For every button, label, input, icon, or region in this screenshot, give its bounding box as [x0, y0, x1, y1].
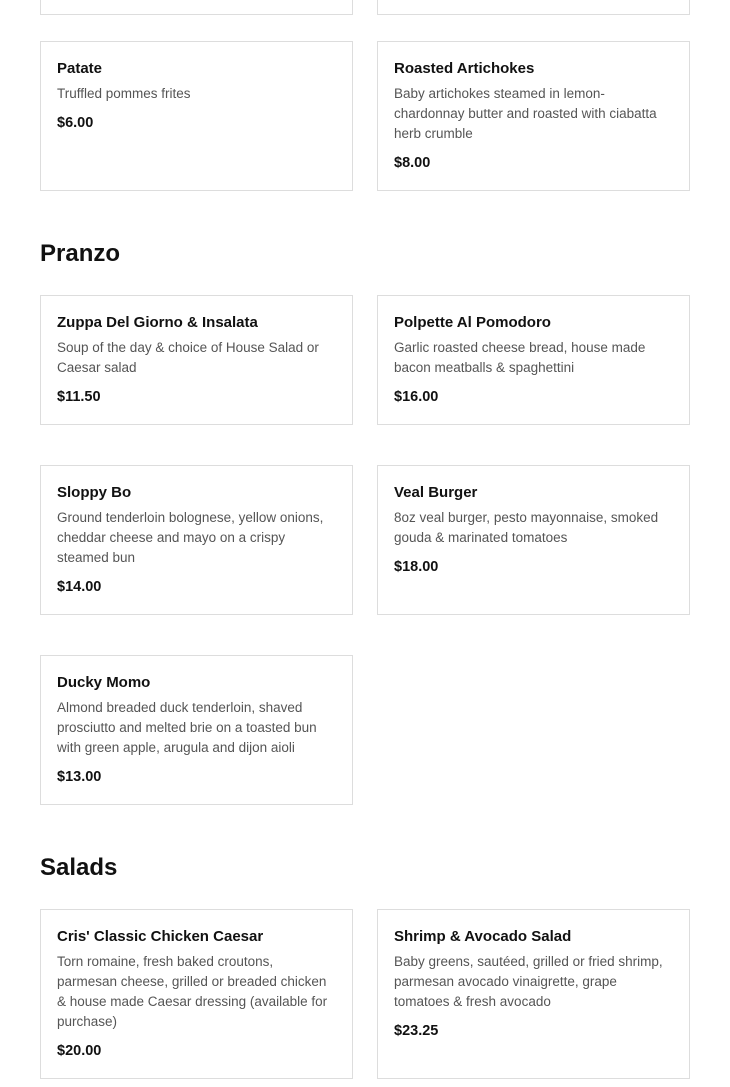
menu-item-zuppa-del-giorno[interactable] — [40, 295, 353, 425]
item-description: Garlic roasted cheese bread, house made bacon meatballs & spaghettini — [394, 340, 646, 375]
item-description: Ground tenderloin bolognese, yellow onions, cheddar cheese and mayo on a crispy steamed bun — [57, 510, 324, 565]
item-description: Soup of the day & choice of House Salad or Caesar salad — [57, 340, 319, 375]
menu-item-card-partial[interactable] — [40, 0, 353, 15]
item-price: $23.25 — [394, 1023, 439, 1039]
item-name: Veal Burger — [394, 484, 478, 501]
item-price: $18.00 — [394, 559, 439, 575]
item-price: $20.00 — [57, 1043, 102, 1059]
item-description: Truffled pommes frites — [57, 86, 191, 101]
item-name: Sloppy Bo — [57, 484, 132, 501]
menu-item-veal-burger[interactable] — [377, 465, 690, 615]
menu-item-ducky-momo[interactable] — [40, 655, 353, 805]
item-name: Cris' Classic Chicken Caesar — [57, 928, 264, 945]
item-name: Zuppa Del Giorno & Insalata — [57, 314, 258, 331]
item-price: $16.00 — [394, 389, 439, 405]
item-name: Ducky Momo — [57, 674, 151, 691]
item-description: Baby artichokes steamed in lemon-chardonnay butter and roasted with ciabatta herb crumble — [394, 86, 657, 141]
menu-item-sloppy-bo[interactable] — [40, 465, 353, 615]
item-description: Almond breaded duck tenderloin, shaved prosciutto and melted brie on a toasted bun with green apple, arugula and dijon aioli — [57, 700, 317, 755]
menu-item-chicken-caesar[interactable] — [40, 909, 353, 1079]
section-title-salads: Salads — [40, 854, 118, 881]
item-price: $6.00 — [57, 115, 94, 131]
item-name: Shrimp & Avocado Salad — [394, 928, 572, 945]
menu-item-polpette-al-pomodoro[interactable] — [377, 295, 690, 425]
item-price: $11.50 — [57, 389, 101, 405]
item-name: Roasted Artichokes — [394, 60, 535, 77]
menu-item-patate[interactable] — [40, 41, 353, 191]
menu-item-card-partial[interactable] — [377, 0, 690, 15]
menu-item-shrimp-avocado-salad[interactable] — [377, 909, 690, 1079]
item-description: Baby greens, sautéed, grilled or fried shrimp, parmesan avocado vinaigrette, grape tomatoes & fresh avocado — [394, 954, 663, 1009]
section-title-pranzo: Pranzo — [40, 240, 121, 267]
menu-item-roasted-artichokes[interactable] — [377, 41, 690, 191]
item-price: $13.00 — [57, 769, 102, 785]
item-name: Patate — [57, 60, 103, 77]
item-name: Polpette Al Pomodoro — [394, 314, 551, 331]
item-price: $14.00 — [57, 579, 102, 595]
item-description: Torn romaine, fresh baked croutons, parmesan cheese, grilled or breaded chicken & house made Caesar dressing (available for purchase) — [57, 954, 328, 1029]
item-price: $8.00 — [394, 155, 431, 171]
item-description: 8oz veal burger, pesto mayonnaise, smoked gouda & marinated tomatoes — [394, 510, 659, 545]
